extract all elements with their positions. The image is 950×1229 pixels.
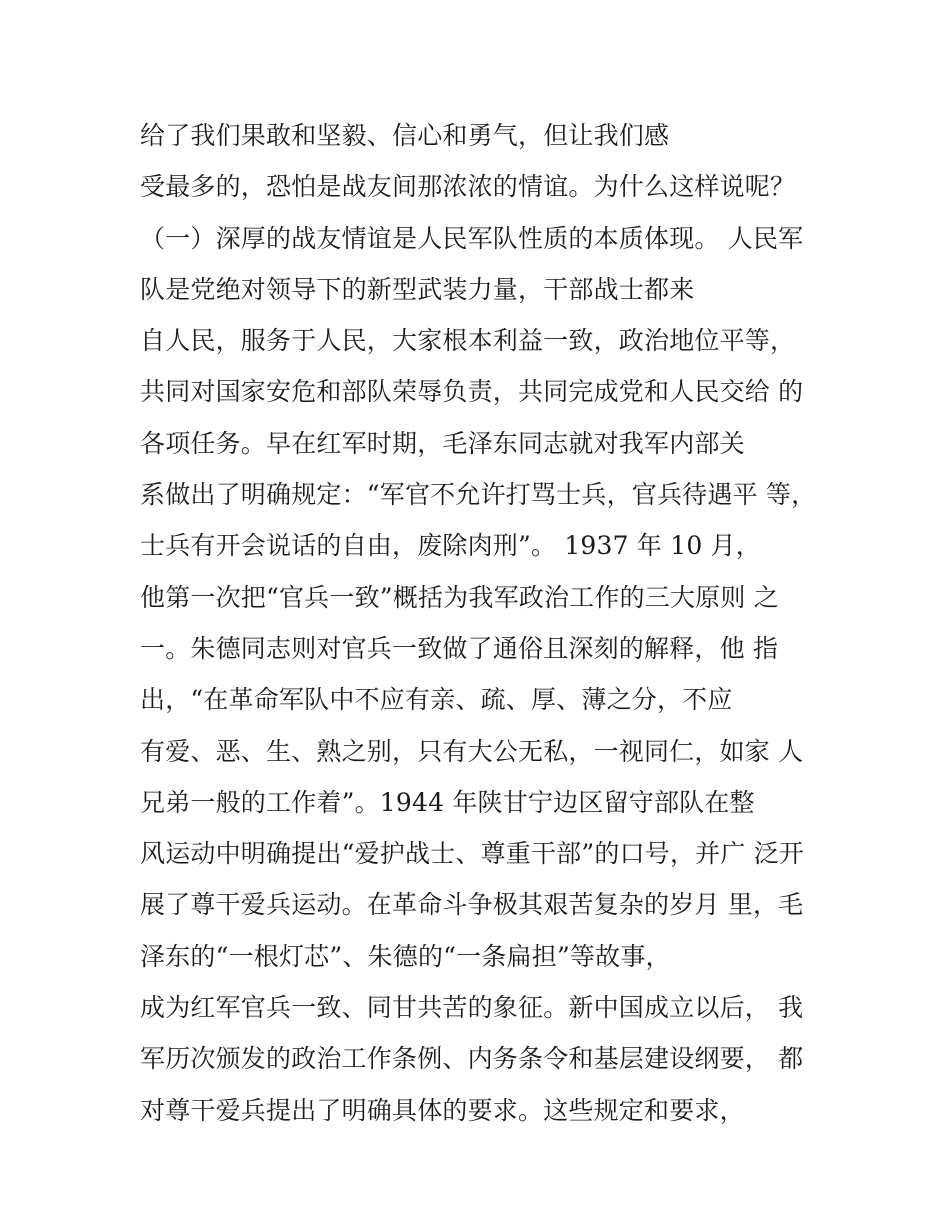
text-line: 他第一次把“官兵一致”概括为我军政治工作的三大原则 之 — [140, 582, 779, 612]
text-line: 军历次颁发的政治工作条例、内务条令和基层建设纲要， 都 — [140, 1044, 804, 1074]
text-line: 兄弟一般的工作着”。1944 年陕甘宁边区留守部队在整 — [140, 787, 755, 817]
text-line: 受最多的，恐怕是战友间那浓浓的情谊。为什么这样说呢？ — [140, 172, 796, 202]
text-line: 一。朱德同志则对官兵一致做了通俗且深刻的解释，他 指 — [140, 633, 779, 663]
text-line: 泽东的“一根灯芯”、朱德的“一条扁担”等故事， — [140, 941, 671, 971]
text-line: 士兵有开会说话的自由，废除肉刑”。 1937 年 10 月， — [140, 531, 762, 561]
text-line: 各项任务。早在红军时期，毛泽东同志就对我军内部关 — [140, 428, 745, 458]
text-line: 展了尊干爱兵运动。在革命斗争极其艰苦复杂的岁月 里，毛 — [140, 890, 804, 920]
body-text — [140, 110, 820, 1136]
text-line: 系做出了明确规定：“军官不允许打骂士兵，官兵待遇平 等， — [140, 480, 817, 510]
text-line: （一）深厚的战友情谊是人民军队性质的本质体现。 人民军 — [140, 223, 804, 253]
text-line: 共同对国家安危和部队荣辱负责，共同完成党和人民交给 的 — [140, 377, 804, 407]
text-line: 对尊干爱兵提出了明确具体的要求。这些规定和要求， — [140, 1095, 745, 1125]
text-line: 给了我们果敢和坚毅、信心和勇气，但让我们感 — [140, 121, 670, 150]
text-line: 有爱、恶、生、熟之别，只有大公无私，一视同仁，如家 人 — [140, 736, 804, 766]
text-line: 队是党绝对领导下的新型武装力量，干部战士都来 — [140, 274, 695, 304]
text-line: 风运动中明确提出“爱护战士、尊重干部”的口号，并广 泛开 — [140, 839, 805, 869]
text-line: 自人民，服务于人民，大家根本利益一致，政治地位平等， — [140, 326, 796, 356]
text-line: 成为红军官兵一致、同甘共苦的象征。新中国成立以后， 我 — [140, 993, 804, 1023]
text-line: 出，“在革命军队中不应有亲、疏、厚、薄之分，不应 — [140, 685, 733, 715]
